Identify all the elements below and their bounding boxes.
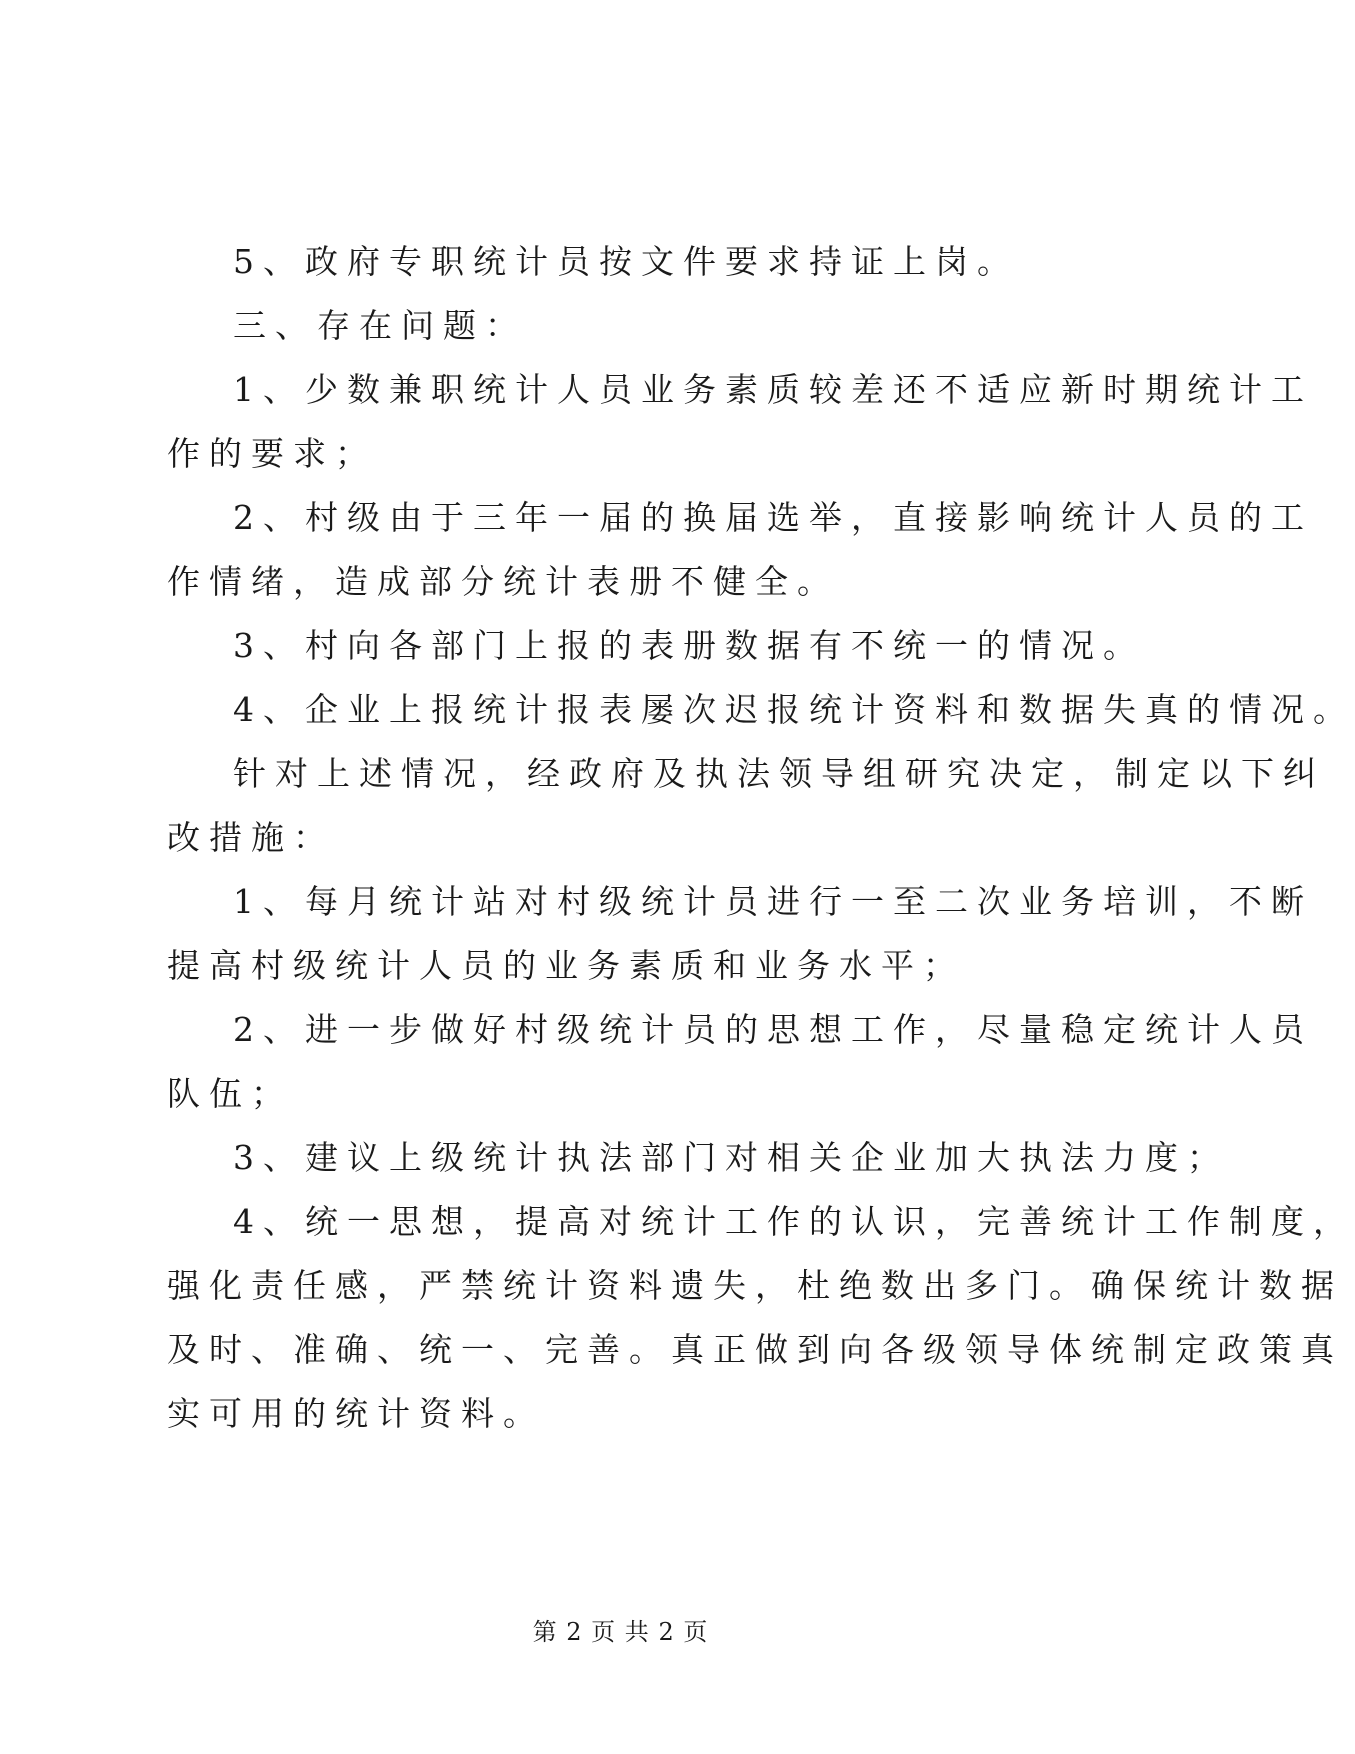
text-line: 针对上述情况，经政府及执法领导组研究决定，制定以下纠	[233, 754, 1325, 793]
text-line: 4、企业上报统计报表屡次迟报统计资料和数据失真的情况。	[233, 690, 1355, 729]
text-line: 队伍；	[167, 1074, 293, 1113]
document-body	[167, 230, 1355, 1446]
text-line: 3、建议上级统计执法部门对相关企业加大执法力度；	[233, 1138, 1229, 1177]
text-line: 4、统一思想，提高对统计工作的认识，完善统计工作制度，	[233, 1202, 1355, 1241]
text-line: 实可用的统计资料。	[167, 1394, 545, 1433]
text-line: 作的要求；	[167, 434, 377, 473]
text-line: 5、政府专职统计员按文件要求持证上岗。	[233, 242, 1019, 281]
text-line: 2、进一步做好村级统计员的思想工作，尽量稳定统计人员	[233, 1010, 1313, 1049]
section-heading: 三、存在问题：	[233, 306, 527, 345]
text-line: 提高村级统计人员的业务素质和业务水平；	[167, 946, 965, 985]
text-line: 3、村向各部门上报的表册数据有不统一的情况。	[233, 626, 1145, 665]
text-line: 作情绪，造成部分统计表册不健全。	[167, 562, 839, 601]
text-line: 强化责任感，严禁统计资料遗失，杜绝数出多门。确保统计数据	[167, 1266, 1343, 1305]
text-line: 2、村级由于三年一届的换届选举，直接影响统计人员的工	[233, 498, 1313, 537]
text-line: 改措施：	[167, 818, 335, 857]
text-line: 1、少数兼职统计人员业务素质较差还不适应新时期统计工	[233, 370, 1313, 409]
text-line: 及时、准确、统一、完善。真正做到向各级领导体统制定政策真	[167, 1330, 1343, 1369]
page-number-footer: 第 2 页 共 2 页	[532, 1618, 709, 1646]
text-line: 1、每月统计站对村级统计员进行一至二次业务培训，不断	[233, 882, 1313, 921]
